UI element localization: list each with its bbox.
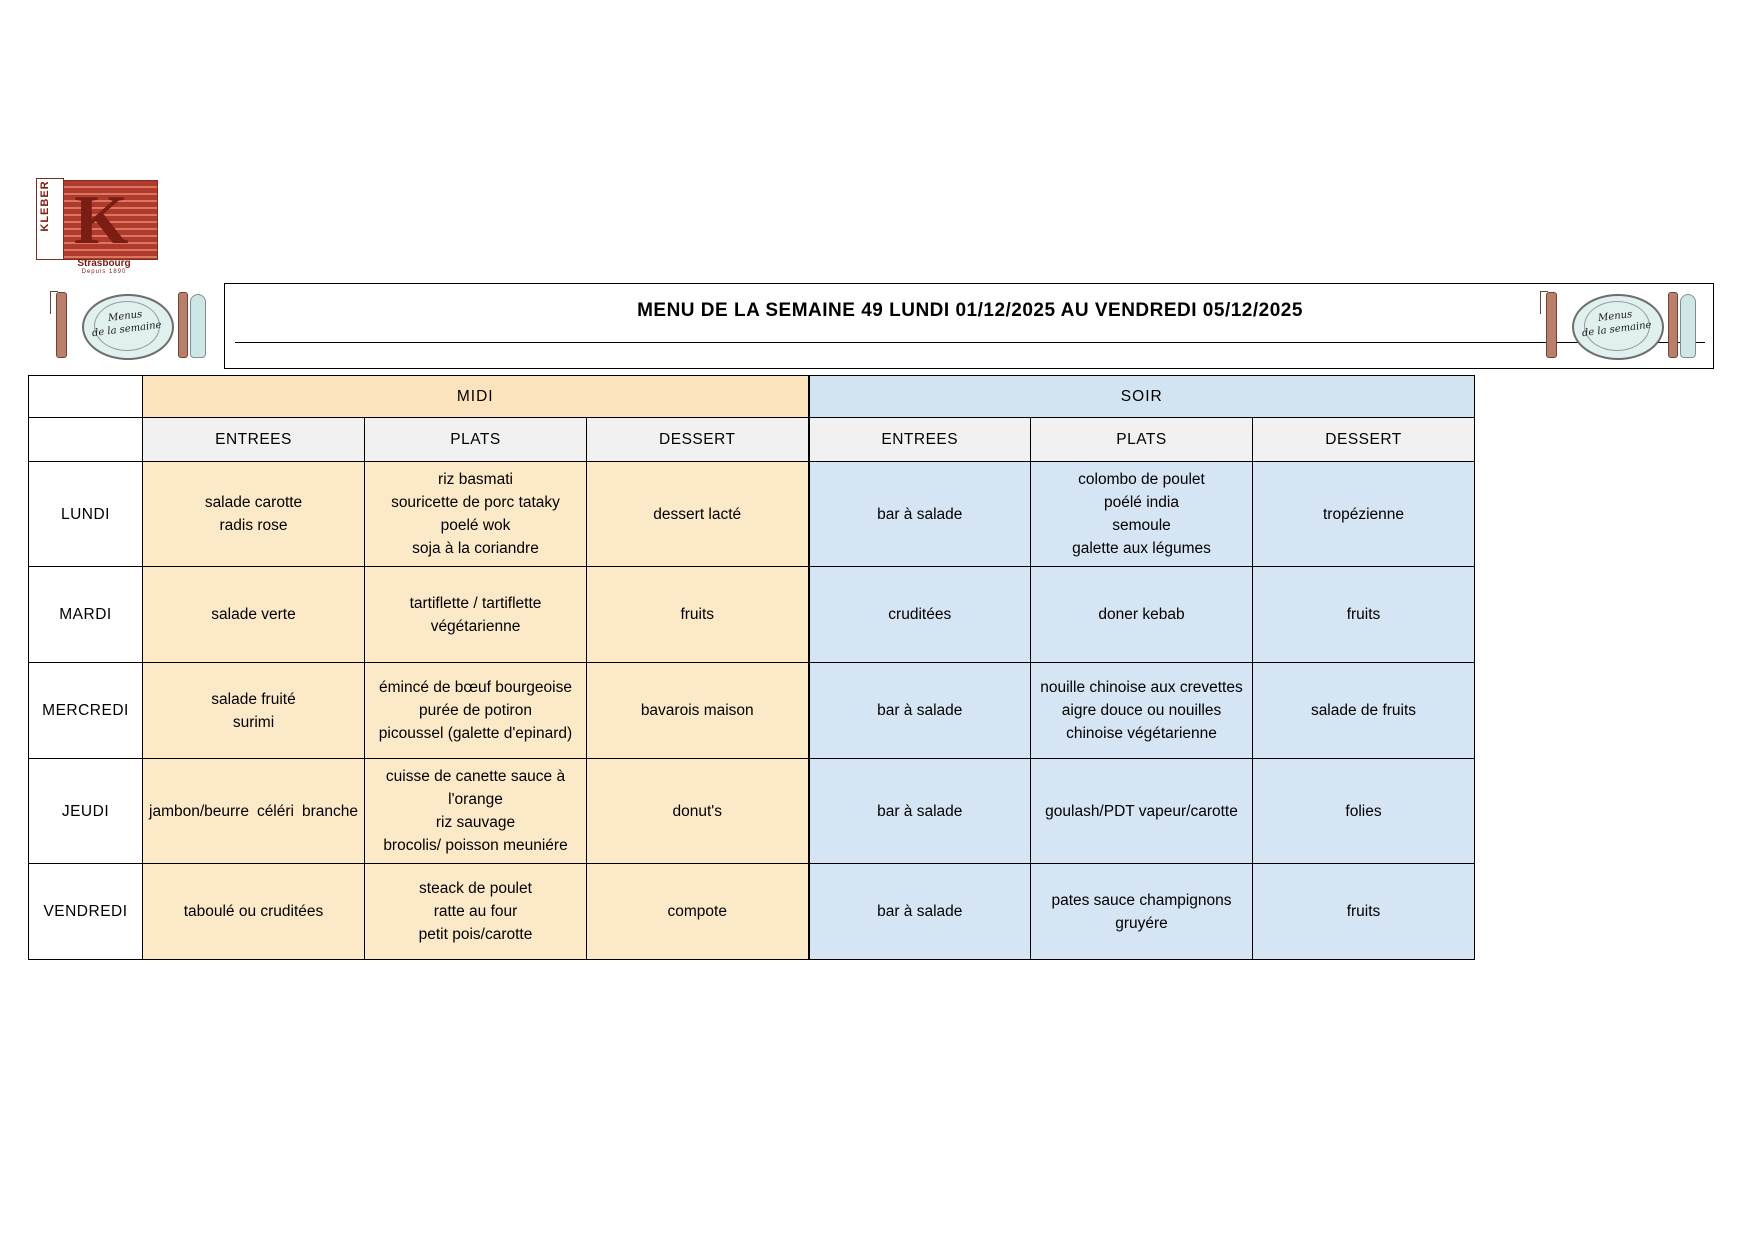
day-label-lundi: LUNDI (29, 462, 143, 567)
cell-midi-entrees-vendredi: taboulé ou cruditées (143, 864, 365, 960)
cell-midi-entrees-mercredi: salade fruité surimi (143, 663, 365, 759)
table-row (29, 759, 1475, 864)
cell-soir-dessert-jeudi: folies (1253, 759, 1475, 864)
title-banner (224, 283, 1714, 369)
cell-soir-entrees-mardi: cruditées (809, 567, 1031, 663)
cell-soir-plats-mardi: doner kebab (1031, 567, 1253, 663)
cell-soir-entrees-vendredi: bar à salade (809, 864, 1031, 960)
table-band-row (29, 376, 1475, 418)
cell-soir-plats-mercredi: nouille chinoise aux crevettes aigre douce ou nouilles chinoise végétarienne (1031, 663, 1253, 759)
logo-letter-k: K (74, 182, 127, 259)
table-row (29, 462, 1475, 567)
corner-blank-2 (29, 418, 143, 462)
spoon-icon (190, 294, 206, 358)
cell-midi-plats-vendredi: steack de poulet ratte au four petit pois/carotte (365, 864, 587, 960)
cell-midi-entrees-mardi: salade verte (143, 567, 365, 663)
logo-since: Depuis 1890 (81, 269, 127, 275)
cell-soir-entrees-mercredi: bar à salade (809, 663, 1031, 759)
table-row (29, 864, 1475, 960)
column-header-midi-dessert: DESSERT (587, 418, 809, 462)
band-midi: MIDI (143, 376, 809, 418)
knife-icon (1668, 292, 1678, 358)
place-setting-icon-left (38, 290, 218, 362)
cell-soir-dessert-mercredi: salade de fruits (1253, 663, 1475, 759)
cell-soir-plats-lundi: colombo de poulet poélé india semoule galette aux légumes (1031, 462, 1253, 567)
column-header-soir-plats: PLATS (1031, 418, 1253, 462)
cell-midi-dessert-mardi: fruits (587, 567, 809, 663)
decor-label-right-line1: Menus (1597, 309, 1633, 325)
cell-midi-entrees-jeudi: jambon/beurre céléri branche (143, 759, 365, 864)
spoon-icon (1680, 294, 1696, 358)
cell-soir-dessert-vendredi: fruits (1253, 864, 1475, 960)
cell-midi-plats-mercredi: émincé de bœuf bourgeoise purée de potiron picoussel (galette d'epinard) (365, 663, 587, 759)
cell-soir-dessert-lundi: tropézienne (1253, 462, 1475, 567)
decor-label-left-line2: de la semaine (91, 319, 163, 340)
table-row (29, 567, 1475, 663)
weekly-menu-table (28, 375, 1475, 960)
cell-soir-plats-vendredi: pates sauce champignons gruyére (1031, 864, 1253, 960)
logo-vertical-text: KLEBER (39, 180, 51, 232)
column-header-soir-dessert: DESSERT (1253, 418, 1475, 462)
column-header-midi-entrees: ENTREES (143, 418, 365, 462)
cell-soir-entrees-lundi: bar à salade (809, 462, 1031, 567)
cell-midi-dessert-lundi: dessert lacté (587, 462, 809, 567)
cell-midi-entrees-lundi: salade carotte radis rose (143, 462, 365, 567)
logo-city: Strasbourg (77, 258, 131, 269)
cell-soir-entrees-jeudi: bar à salade (809, 759, 1031, 864)
column-header-soir-entrees: ENTREES (809, 418, 1031, 462)
table-header-row (29, 418, 1475, 462)
decor-label-left-line1: Menus (107, 309, 143, 325)
cell-midi-dessert-jeudi: donut's (587, 759, 809, 864)
page-title: MENU DE LA SEMAINE 49 LUNDI 01/12/2025 AU VENDREDI 05/12/2025 (637, 300, 1303, 321)
corner-blank (29, 376, 143, 418)
title-divider (235, 342, 1705, 343)
day-label-mardi: MARDI (29, 567, 143, 663)
kleber-logo (28, 178, 180, 274)
day-label-vendredi: VENDREDI (29, 864, 143, 960)
knife-icon (178, 292, 188, 358)
cell-midi-plats-mardi: tartiflette / tartiflette végétarienne (365, 567, 587, 663)
cell-midi-plats-lundi: riz basmati souricette de porc tataky poelé wok soja à la coriandre (365, 462, 587, 567)
cell-soir-dessert-mardi: fruits (1253, 567, 1475, 663)
band-soir: SOIR (809, 376, 1475, 418)
column-header-midi-plats: PLATS (365, 418, 587, 462)
table-row (29, 663, 1475, 759)
decor-label-right-line2: de la semaine (1581, 319, 1653, 340)
day-label-jeudi: JEUDI (29, 759, 143, 864)
cell-soir-plats-jeudi: goulash/PDT vapeur/carotte (1031, 759, 1253, 864)
cell-midi-plats-jeudi: cuisse de canette sauce à l'orange riz sauvage brocolis/ poisson meuniére (365, 759, 587, 864)
fork-icon (1546, 292, 1557, 358)
day-label-mercredi: MERCREDI (29, 663, 143, 759)
place-setting-icon-right (1528, 290, 1708, 362)
cell-midi-dessert-mercredi: bavarois maison (587, 663, 809, 759)
cell-midi-dessert-vendredi: compote (587, 864, 809, 960)
fork-icon (56, 292, 67, 358)
